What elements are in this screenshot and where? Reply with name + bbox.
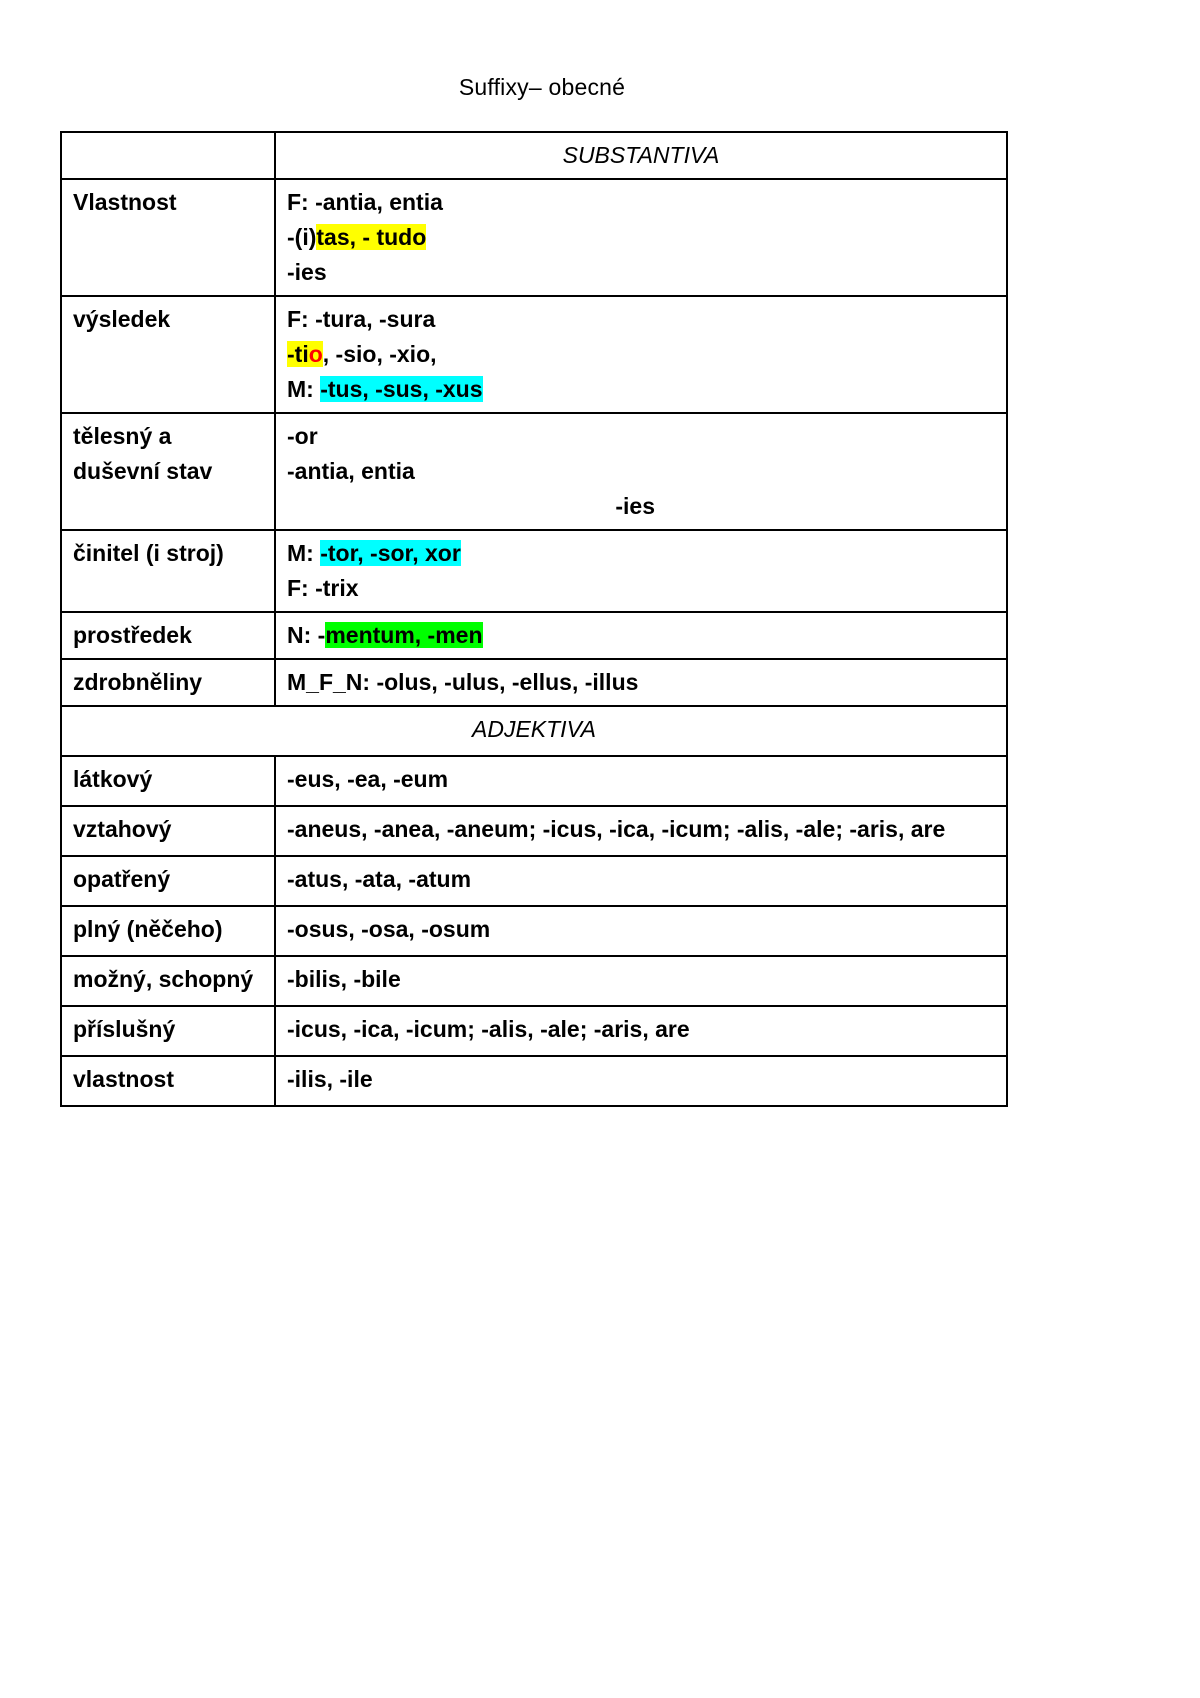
suffix-text: M_F_N: -olus, -ulus, -ellus, -illus bbox=[287, 669, 639, 695]
suffix-line bbox=[287, 454, 995, 489]
adjektiva-row bbox=[61, 756, 1007, 806]
category-cell: Vlastnost bbox=[61, 179, 275, 296]
category-cell: látkový bbox=[61, 756, 275, 806]
substantiva-row bbox=[61, 296, 1007, 413]
suffix-line bbox=[287, 302, 995, 337]
suffix-text: N: - bbox=[287, 622, 326, 648]
category-cell: vlastnost bbox=[61, 1056, 275, 1106]
substantiva-row bbox=[61, 530, 1007, 612]
empty-header-cell bbox=[61, 132, 275, 179]
suffix-text: -antia, entia bbox=[287, 458, 415, 484]
suffix-line bbox=[287, 665, 995, 700]
suffix-text: M: bbox=[287, 540, 321, 566]
adjektiva-row bbox=[61, 906, 1007, 956]
adjektiva-row bbox=[61, 806, 1007, 856]
suffix-line bbox=[287, 255, 995, 290]
suffix-cell bbox=[275, 296, 1007, 413]
suffix-line bbox=[287, 372, 995, 407]
adjektiva-row bbox=[61, 856, 1007, 906]
suffix-cell: -atus, -ata, -atum bbox=[275, 856, 1007, 906]
substantiva-row bbox=[61, 612, 1007, 659]
suffix-text: -ies bbox=[615, 493, 655, 519]
suffix-line bbox=[287, 571, 995, 606]
substantiva-header-row bbox=[61, 132, 1007, 179]
suffix-line bbox=[287, 618, 995, 653]
suffix-line bbox=[287, 419, 995, 454]
suffix-cell bbox=[275, 179, 1007, 296]
suffix-cell bbox=[275, 659, 1007, 706]
suffix-cell: -aneus, -anea, -aneum; -icus, -ica, -icum; -alis, -ale; -aris, are bbox=[275, 806, 1007, 856]
category-cell: příslušný bbox=[61, 1006, 275, 1056]
category-cell: činitel (i stroj) bbox=[61, 530, 275, 612]
category-cell: tělesný a duševní stav bbox=[61, 413, 275, 530]
category-cell: vztahový bbox=[61, 806, 275, 856]
category-cell: výsledek bbox=[61, 296, 275, 413]
category-cell: opatřený bbox=[61, 856, 275, 906]
suffix-text: -(i) bbox=[287, 224, 317, 250]
suffix-cell: -icus, -ica, -icum; -alis, -ale; -aris, are bbox=[275, 1006, 1007, 1056]
suffix-table bbox=[60, 131, 1008, 1107]
suffix-text: M: bbox=[287, 376, 321, 402]
adjektiva-header: ADJEKTIVA bbox=[61, 706, 1007, 756]
suffix-text: o bbox=[308, 341, 323, 367]
suffix-text: mentum, -men bbox=[325, 622, 483, 648]
adjektiva-row bbox=[61, 1006, 1007, 1056]
adjektiva-row bbox=[61, 956, 1007, 1006]
suffix-text: tas, - tudo bbox=[316, 224, 427, 250]
adjektiva-row bbox=[61, 1056, 1007, 1106]
suffix-table-body bbox=[61, 132, 1007, 1106]
substantiva-header: SUBSTANTIVA bbox=[275, 132, 1007, 179]
category-cell: zdrobněliny bbox=[61, 659, 275, 706]
suffix-text: -ti bbox=[287, 341, 309, 367]
category-cell: prostředek bbox=[61, 612, 275, 659]
suffix-text: F: -trix bbox=[287, 575, 359, 601]
category-cell: možný, schopný bbox=[61, 956, 275, 1006]
suffix-line bbox=[287, 185, 995, 220]
suffix-line bbox=[287, 489, 995, 524]
suffix-text: F: -antia, entia bbox=[287, 189, 443, 215]
suffix-cell: -osus, -osa, -osum bbox=[275, 906, 1007, 956]
substantiva-row bbox=[61, 659, 1007, 706]
suffix-line bbox=[287, 337, 995, 372]
suffix-line bbox=[287, 220, 995, 255]
substantiva-row bbox=[61, 413, 1007, 530]
suffix-text: , -sio, -xio, bbox=[322, 341, 437, 367]
suffix-text: -or bbox=[287, 423, 318, 449]
document-title: Suffixy– obecné bbox=[458, 74, 626, 100]
suffix-line bbox=[287, 536, 995, 571]
suffix-cell bbox=[275, 530, 1007, 612]
suffix-cell: -ilis, -ile bbox=[275, 1056, 1007, 1106]
suffix-cell bbox=[275, 413, 1007, 530]
suffix-text: -ies bbox=[287, 259, 327, 285]
adjektiva-header-row bbox=[61, 706, 1007, 756]
suffix-text: -tor, -sor, xor bbox=[320, 540, 461, 566]
suffix-text: F: -tura, -sura bbox=[287, 306, 436, 332]
suffix-cell: -bilis, -bile bbox=[275, 956, 1007, 1006]
suffix-cell: -eus, -ea, -eum bbox=[275, 756, 1007, 806]
substantiva-row bbox=[61, 179, 1007, 296]
category-cell: plný (něčeho) bbox=[61, 906, 275, 956]
suffix-text: -tus, -sus, -xus bbox=[320, 376, 483, 402]
suffix-cell bbox=[275, 612, 1007, 659]
